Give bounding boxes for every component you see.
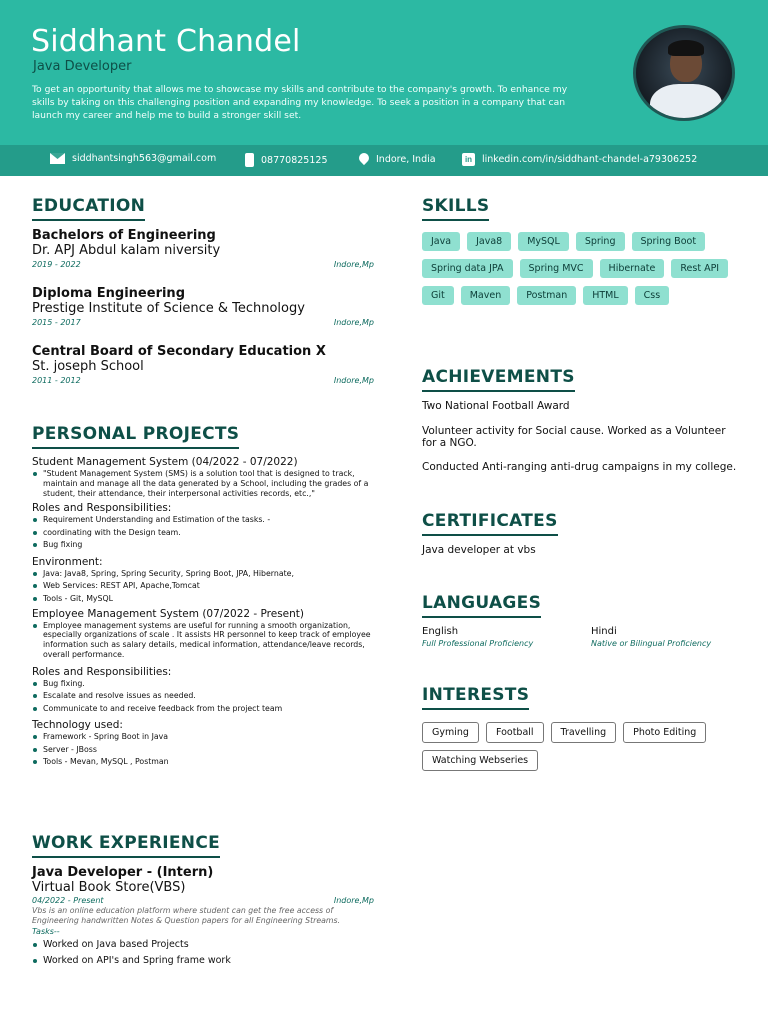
skill-tag: MySQL xyxy=(518,232,569,251)
interest-tag: Watching Webseries xyxy=(422,750,538,771)
job-title: Java Developer - (Intern) xyxy=(32,865,214,880)
achievement-item: Two National Football Award xyxy=(422,400,570,412)
location-text: Indore, India xyxy=(376,154,436,165)
language-item xyxy=(591,626,711,648)
education-dates: 2011 - 2012 xyxy=(32,376,81,385)
certificates-heading: CERTIFICATES xyxy=(422,511,558,536)
interest-tag: Photo Editing xyxy=(623,722,706,743)
work-description: Vbs is an online education platform where student can get the free access of Engineering handwritten Notes & Question papers for all Engineering Streams. xyxy=(32,906,341,925)
projects-heading: PERSONAL PROJECTS xyxy=(32,424,239,449)
project-title: Employee Management System (07/2022 - Present) xyxy=(32,607,305,620)
candidate-name: Siddhant Chandel xyxy=(31,24,301,59)
environment-label: Environment: xyxy=(32,555,103,568)
list-item: Framework - Spring Boot in Java xyxy=(32,732,374,742)
work-location: Indore,Mp xyxy=(333,896,374,905)
interests-heading: INTERESTS xyxy=(422,685,529,710)
list-item: Bug fixing. xyxy=(32,679,374,689)
language-item xyxy=(422,626,533,648)
contact-email[interactable] xyxy=(50,153,216,164)
degree-name: Diploma Engineering xyxy=(32,286,185,301)
contact-linkedin[interactable] xyxy=(462,153,697,166)
institution-name: St. joseph School xyxy=(32,359,144,374)
degree-name: Bachelors of Engineering xyxy=(32,228,216,243)
list-item: Worked on API's and Spring frame work xyxy=(32,954,374,967)
skill-tag: Spring MVC xyxy=(520,259,593,278)
education-item xyxy=(32,344,374,385)
project-title: Student Management System (04/2022 - 07/2022) xyxy=(32,456,298,468)
list-item: Communicate to and receive feedback from the project team xyxy=(32,704,374,714)
list-item: Escalate and resolve issues as needed. xyxy=(32,691,374,701)
achievement-item: Volunteer activity for Social cause. Worked as a Volunteer for a NGO. xyxy=(422,425,726,449)
skill-tag: Hibernate xyxy=(600,259,665,278)
contact-location xyxy=(359,153,436,166)
contact-phone[interactable] xyxy=(245,153,328,167)
linkedin-text: linkedin.com/in/siddhant-chandel-a79306252 xyxy=(482,154,698,165)
job-title: Java Developer xyxy=(33,59,132,74)
skill-tag: HTML xyxy=(583,286,627,305)
skill-tag: Java xyxy=(422,232,460,251)
skill-tag: Rest API xyxy=(671,259,728,278)
education-dates: 2015 - 2017 xyxy=(32,318,81,327)
contact-bar xyxy=(0,145,768,176)
list-item: Employee management systems are useful for running a smooth organization, especially organizations of scale . It assists HR personnel to keep track of employee information such as salary details, medical information, attendance/leave records, overall performance. xyxy=(32,621,374,660)
summary-text: To get an opportunity that allows me to showcase my skills and contribute to the company's growth. To enhance my skills by taking on this challenging position and expanding my knowledge. To seek a position in a company that can launch my career and help me to build a stronger skill set. xyxy=(32,84,568,121)
education-location: Indore,Mp xyxy=(333,376,374,385)
list-item: Tools - Mevan, MySQL , Postman xyxy=(32,757,374,767)
resume-header xyxy=(0,0,768,145)
list-item: Java: Java8, Spring, Spring Security, Spring Boot, JPA, Hibernate, xyxy=(32,569,374,579)
education-location: Indore,Mp xyxy=(333,318,374,327)
interest-tag: Gyming xyxy=(422,722,479,743)
skills-heading: SKILLS xyxy=(422,196,489,221)
interest-tag: Travelling xyxy=(551,722,617,743)
education-item xyxy=(32,228,374,269)
work-heading: WORK EXPERIENCE xyxy=(32,833,220,858)
skill-tag: Maven xyxy=(461,286,511,305)
location-pin-icon xyxy=(359,153,369,166)
work-item xyxy=(32,865,374,970)
roles-label: Roles and Responsibilities: xyxy=(32,502,172,515)
roles-label: Roles and Responsibilities: xyxy=(32,665,172,678)
institution-name: Dr. APJ Abdul kalam niversity xyxy=(32,243,221,258)
education-item xyxy=(32,286,374,327)
skill-tag: Spring Boot xyxy=(632,232,706,251)
achievement-item: Conducted Anti-ranging anti-drug campaigns in my college. xyxy=(422,461,737,473)
education-dates: 2019 - 2022 xyxy=(32,260,81,269)
skill-tag: Java8 xyxy=(467,232,511,251)
list-item: Tools - Git, MySQL xyxy=(32,594,374,604)
skill-tag: Spring xyxy=(576,232,625,251)
list-item: Bug fixing xyxy=(32,540,374,550)
interests-list xyxy=(422,722,742,771)
list-item: coordinating with the Design team. xyxy=(32,528,374,538)
language-level: Native or Bilingual Proficiency xyxy=(591,639,712,648)
skill-tag: Git xyxy=(422,286,454,305)
mail-icon xyxy=(50,153,65,164)
skill-tag: Postman xyxy=(517,286,576,305)
work-dates: 04/2022 - Present xyxy=(32,896,104,905)
education-heading: EDUCATION xyxy=(32,196,145,221)
technology-label: Technology used: xyxy=(32,719,123,732)
language-name: Hindi xyxy=(591,626,617,637)
linkedin-icon: in xyxy=(462,153,475,166)
list-item: Worked on Java based Projects xyxy=(32,938,374,951)
email-text: siddhantsingh563@gmail.com xyxy=(72,153,217,164)
list-item: Server - JBoss xyxy=(32,745,374,755)
phone-text: 08770825125 xyxy=(261,154,328,166)
skill-tag: Css xyxy=(635,286,670,305)
list-item: Requirement Understanding and Estimation of the tasks. - xyxy=(32,515,374,525)
language-level: Full Professional Proficiency xyxy=(422,639,534,648)
institution-name: Prestige Institute of Science & Technology xyxy=(32,301,305,316)
language-name: English xyxy=(422,626,459,637)
tasks-label: Tasks-- xyxy=(32,927,60,936)
profile-photo xyxy=(633,25,735,121)
phone-icon xyxy=(245,153,254,167)
company-name: Virtual Book Store(VBS) xyxy=(32,880,186,895)
skills-list xyxy=(422,232,742,305)
projects-list xyxy=(32,456,374,769)
degree-name: Central Board of Secondary Education X xyxy=(32,344,326,359)
interest-tag: Football xyxy=(486,722,544,743)
achievements-heading: ACHIEVEMENTS xyxy=(422,367,575,392)
list-item: Web Services: REST API, Apache,Tomcat xyxy=(32,581,374,591)
list-item: "Student Management System (SMS) is a solution tool that is designed to track, maintain and manage all the data generated by a School, including the grades of a student, their attendance, their interpersonal activities records, etc.," xyxy=(32,469,374,498)
languages-heading: LANGUAGES xyxy=(422,593,541,618)
certificate-item: Java developer at vbs xyxy=(422,544,536,556)
education-location: Indore,Mp xyxy=(333,260,374,269)
skill-tag: Spring data JPA xyxy=(422,259,513,278)
